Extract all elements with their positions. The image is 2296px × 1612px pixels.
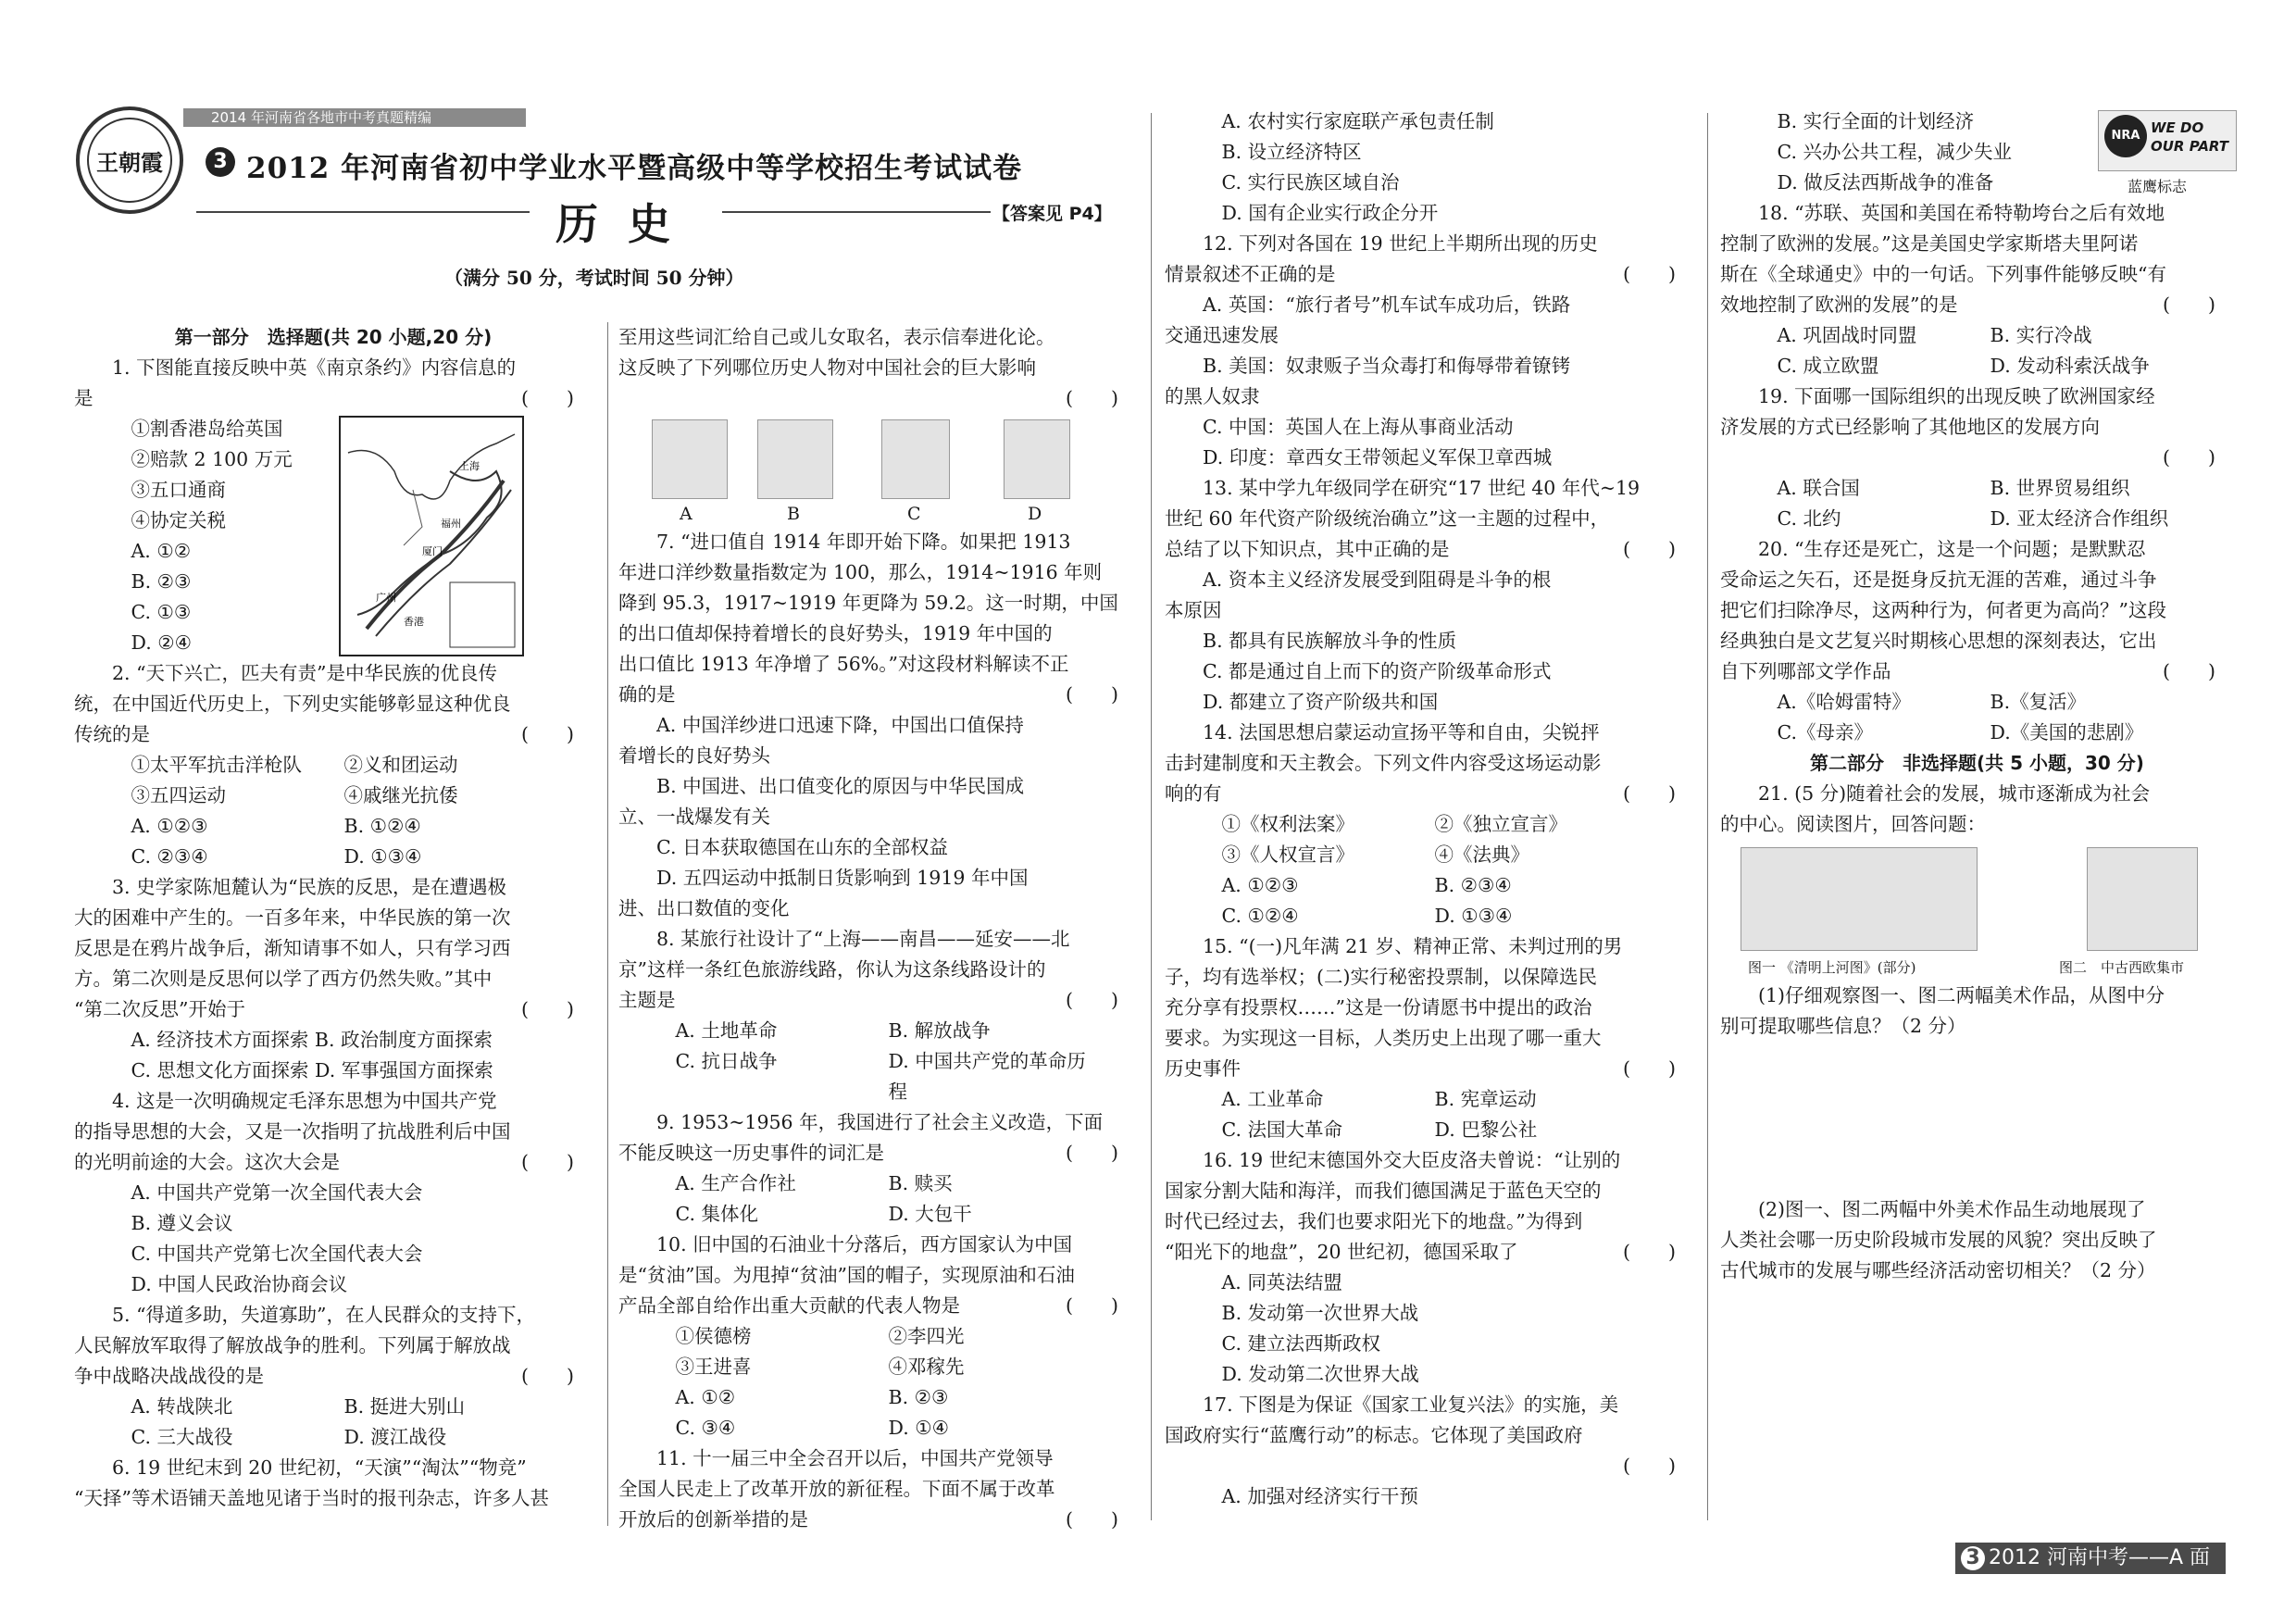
title-rule-right [722, 211, 991, 213]
q13-option-a[interactable]: A. 资本主义经济发展受到阻碍是斗争的根 [1203, 569, 1552, 591]
medieval-market-image [2087, 847, 2198, 951]
portrait-b-image [757, 419, 833, 499]
series-band: 2014 年河南省各地市中考真题精编 [183, 108, 526, 127]
q11-option-d[interactable]: D. 国有企业实行政企分开 [1221, 202, 1439, 224]
q1-block: ①割香港岛给英国 ②赔款 2 100 万元 ③五口通商 ④协定关税 A. ①② B. ②③ C. ①③ D. ②④ 上海 广州 福州 香港 厦门 [74, 414, 593, 658]
q17-option-d[interactable]: D. 做反法西斯战争的准备 [1777, 171, 1994, 194]
q16-option-d[interactable]: D. 发动第二次世界大战 [1221, 1363, 1419, 1385]
question-1: 1. 下图能直接反映中英《南京条约》内容信息的 [112, 356, 517, 379]
q3-options-cd[interactable]: C. 思想文化方面探索 D. 军事强国方面探索 [131, 1059, 493, 1081]
portrait-a-label[interactable]: A [680, 504, 693, 524]
q12-option-d[interactable]: D. 印度：章西女王带领起义军保卫章西城 [1203, 446, 1553, 469]
q19-options-ab[interactable]: A. 联合国 B. 世界贸易组织 [1777, 477, 2130, 499]
q16-option-b[interactable]: B. 发动第一次世界大战 [1221, 1302, 1419, 1324]
q9-options-ab[interactable]: A. 生产合作社 B. 赎买 [675, 1172, 953, 1194]
question-17: 17. 下图是为保证《国家工业复兴法》的实施，美 [1203, 1393, 1619, 1416]
blue-eagle-emblem: NRA WE DO OUR PART [2098, 110, 2237, 171]
figure-1-caption: 图一 《清明上河图》(部分) [1748, 959, 1916, 976]
publisher-logo [76, 106, 183, 214]
paper-title: 2012 年河南省初中学业水平暨高级中等学校招生考试试卷 [246, 152, 1023, 185]
column-3: A. 农村实行家庭联产承包责任制 B. 设立经济特区 C. 实行民族区域自治 D. 国有企业实行政企分开 12. 下列对各国在 19 世纪上半期所出现的历史 情景叙述不正确的是 ( ) A. 英国：“旅行者号”机车试车成功后，铁路 交通迅速发展 B. 美国：奴隶贩子当众毒打和侮辱带着镣铐 的黑人奴隶 C. 中国：英国人在上海从事商业活动 D. 印度：章西女王带领起义军保卫章西城 13. 某中学九年级同学在研究“17 世纪 40 年代~19 世纪 60 年代资产阶级统治确立”这一主题的过程中， 总结了以下知识点，其中正确的是 ( ) A. 资本主义经济发展受到阻碍是斗争的根 本原因 B. 都具有民族解放斗争的性质 C. 都是通过自上而下的资产阶级革命形式 D. 都建立了资产阶级共和国 14. 法国思想启蒙运动宣扬平等和自由，尖锐抨 击封建制度和天主教会。下列文件内容受这场运动影 响的有 ( ) ①《权利法案》 ②《独立宣言》 ③《人权宣言》 ④《法典》 A. ①②③ B. ②③④ C. ①②④ D. ①③④ 15. “(一)凡年满 21 岁、精神正常、未判过刑的男 子，均有选举权；(二)实行秘密投票制，以保障选民 充分享有投票权……”这是一份请愿书中提出的政治 要求。为实现这一目标，人类历史上出现了哪一重大 历史事件 ( ) A. 工业革命 B. 宪章运动 C. 法国大革命 D. 巴黎公社 16. 19 世纪末德国外交大臣皮洛夫曾说：“让别的 国家分割大陆和海洋，而我们德国满足于蓝色天空的 时代已经过去，我们也要求阳光下的地盘。”为得到 “阳光下的地盘”，20 世纪初，德国采取了 ( ) A. 同英法结盟 B. 发动第一次世界大战 C. 建立法西斯政权 D. 发动第二次世界大战 17. 下图是为保证《国家工业复兴法》的实施，美 国政府实行“蓝鹰行动”的标志。它体现了美国政府 ( ) A. 加强对经济实行干预 [1165, 106, 1694, 1512]
q4-option-c[interactable]: C. 中国共产党第七次全国代表大会 [131, 1243, 423, 1265]
q7-option-d[interactable]: D. 五四运动中抵制日货影响到 1919 年中国 [656, 867, 1029, 889]
portrait-c-label[interactable]: C [907, 504, 921, 524]
column-divider-2 [1151, 113, 1152, 1520]
q10-options-ab[interactable]: A. ①② B. ②③ [675, 1386, 949, 1408]
q8-options-cd[interactable]: C. 抗日战争 D. 中国共产党的革命历程 [675, 1050, 1086, 1103]
q4-option-a[interactable]: A. 中国共产党第一次全国代表大会 [131, 1181, 423, 1204]
q17-option-b[interactable]: B. 实行全面的计划经济 [1777, 110, 1975, 132]
q7-option-b[interactable]: B. 中国进、出口值变化的原因与中华民国成 [656, 775, 1025, 797]
title-rule [196, 211, 530, 213]
question-16: 16. 19 世纪末德国外交大臣皮洛夫曾说：“让别的 [1203, 1149, 1621, 1171]
q19-options-cd[interactable]: C. 北约 D. 亚太经济合作组织 [1777, 507, 2169, 530]
option-d[interactable]: D. ②④ [131, 631, 192, 654]
answer-reference: 【答案见 P4】 [992, 204, 1112, 224]
portrait-d-label[interactable]: D [1028, 504, 1042, 524]
map-label-shanghai: 上海 [459, 460, 480, 472]
option-a[interactable]: A. ①② [131, 540, 192, 562]
column-4: B. 实行全面的计划经济 C. 兴办公共工程，减少失业 D. 做反法西斯战争的准备 NRA WE DO OUR PART 蓝鹰标志 18. “苏联、英国和美国在希特勒垮台之后有效地 控制了欧洲的发展。”这是美国史学家斯塔夫里阿诺 斯在《全球通史》中的一句话。下列事件能够反映“有 效地控制了欧洲的发展”的是 ( ) A. 巩固战时同盟 B. 实行冷战 C. 成立欧盟 D. 发动科索沃战争 19. 下面哪一国际组织的出现反映了欧洲国家经 济发展的方式已经影响了其他地区的发展方向 ( ) A. 联合国 B. 世界贸易组织 C. 北约 D. 亚太经济合作组织 20. “生存还是死亡，这是一个问题；是默默忍 受命运之矢石，还是挺身反抗无涯的苦难，通过斗争 把它们扫除净尽，这两种行为，何者更为高尚？”这段 经典独白是文艺复兴时期核心思想的深刻表达，它出 自下列哪部文学作品 ( ) A.《哈姆雷特》 B.《复活》 C.《母亲》 D.《美国的悲剧》 第二部分 非选择题(共 5 小题，30 分) 21. (5 分)随着社会的发展，城市逐渐成为社会 的中心。阅读图片，回答问题： 图一 《清明上河图》(部分) 图二 中古西欧集市 (1)仔细观察图一、图二两幅美术作品，从图中分 别可提取哪些信息？（2 分） (2)图一、图二两幅中外美术作品生动地展现了 人类社会哪一历史阶段城市发展的风貌？突出反映了 古代城市的发展与哪些经济活动密切相关？（2 分） [1720, 106, 2234, 1286]
column-divider-3 [1707, 113, 1708, 1520]
q12-option-c[interactable]: C. 中国：英国人在上海从事商业活动 [1203, 416, 1514, 438]
question-14: 14. 法国思想启蒙运动宣扬平等和自由，尖锐抨 [1203, 721, 1600, 744]
q18-options-ab[interactable]: A. 巩固战时同盟 B. 实行冷战 [1777, 324, 2092, 346]
q18-options-cd[interactable]: C. 成立欧盟 D. 发动科索沃战争 [1777, 355, 2150, 377]
subject-title: 历 史 [555, 199, 671, 249]
q20-options-cd[interactable]: C.《母亲》 D.《美国的悲剧》 [1777, 721, 2144, 744]
qingming-scroll-image [1741, 847, 1978, 951]
portrait-c-image [881, 419, 950, 499]
q11-option-a[interactable]: A. 农村实行家庭联产承包责任制 [1221, 110, 1494, 132]
q13-option-d[interactable]: D. 都建立了资产阶级共和国 [1203, 691, 1439, 713]
option-c[interactable]: C. ①③ [131, 601, 192, 623]
q2-options-cd[interactable]: C. ②③④ D. ①③④ [131, 845, 422, 868]
portrait-a-image [652, 419, 728, 499]
column-2: 至用这些词汇给自己或儿女取名，表示信奉进化论。 这反映了下列哪位历史人物对中国社会的巨大影响 ( ) A B C D 7. “进口值自 1914 年即开始下降。如果把 1913 年进口洋纱数量指数定为 100，那么，1914~1916 年则 降到 95.3，1917~1919 年更降为 59.2。这一时期，中国 的出口值却保持着增长的良好势头，1919 年中国的 出口值比 1913 年净增了 56%。”对这段材料解读不正 确的是 ( ) A. 中国洋纱进口迅速下降，中国出口值保持 着增长的良好势头 B. 中国进、出口值变化的原因与中华民国成 立、一战爆发有关 C. 日本获取德国在山东的全部权益 D. 五四运动中抵制日货影响到 1919 年中国 进、出口数值的变化 8. 某旅行社设计了“上海——南昌——延安——北 京”这样一条红色旅游线路，你认为这条线路设计的 主题是 ( ) A. 土地革命 B. 解放战争 C. 抗日战争 D. 中国共产党的革命历程 9. 1953~1956 年，我国进行了社会主义改造，下面 不能反映这一历史事件的词汇是 ( ) A. 生产合作社 B. 赎买 C. 集体化 D. 大包干 10. 旧中国的石油业十分落后，西方国家认为中国 是“贫油”国。为甩掉“贫油”国的帽子，实现原油和石油 产品全部自给作出重大贡献的代表人物是 ( ) ①侯德榜 ②李四光 ③王进喜 ④邓稼先 A. ①② B. ②③ C. ③④ D. ①④ 11. 十一届三中全会召开以后，中国共产党领导 全国人民走上了改革开放的新征程。下面不属于改革 开放后的创新举措的是 ( ) [618, 322, 1137, 1535]
q4-option-b[interactable]: B. 遵义会议 [131, 1212, 233, 1234]
column-divider-1 [607, 322, 608, 1526]
q11-option-c[interactable]: C. 实行民族区域自治 [1221, 171, 1400, 194]
q12-option-a[interactable]: A. 英国：“旅行者号”机车试车成功后，铁路 [1203, 294, 1571, 316]
q15-options-cd[interactable]: C. 法国大革命 D. 巴黎公社 [1221, 1118, 1538, 1141]
map-label-xiamen: 厦门 [422, 545, 443, 557]
q5-options-ab[interactable]: A. 转战陕北 B. 挺进大别山 [131, 1395, 466, 1418]
question-6: 6. 19 世纪末到 20 世纪初，“天演”“淘汰”“物竞” [112, 1456, 527, 1479]
question-4: 4. 这是一次明确规定毛泽东思想为中国共产党 [112, 1090, 497, 1112]
question-10: 10. 旧中国的石油业十分落后，西方国家认为中国 [656, 1233, 1073, 1256]
q2-options-ab[interactable]: A. ①②③ B. ①②④ [131, 815, 421, 837]
question-5: 5. “得道多助，失道寡助”，在人民群众的支持下， [112, 1304, 536, 1326]
question-8: 8. 某旅行社设计了“上海——南昌——延安——北 [656, 928, 1070, 950]
q5-options-cd[interactable]: C. 三大战役 D. 渡江战役 [131, 1426, 447, 1448]
q13-option-b[interactable]: B. 都具有民族解放斗争的性质 [1203, 630, 1457, 652]
q14-options-ab[interactable]: A. ①②③ B. ②③④ [1221, 874, 1512, 896]
q16-option-a[interactable]: A. 同英法结盟 [1221, 1271, 1342, 1293]
question-21: 21. (5 分)随着社会的发展，城市逐渐成为社会 [1758, 782, 2151, 805]
q10-options-cd[interactable]: C. ③④ D. ①④ [675, 1417, 949, 1439]
question-3: 3. 史学家陈旭麓认为“民族的反思，是在遭遇极 [112, 876, 507, 898]
eagle-badge-icon: NRA [2104, 115, 2147, 157]
option-b[interactable]: B. ②③ [131, 570, 192, 593]
answer-paren: ( ) [521, 387, 574, 409]
question-11: 11. 十一届三中全会召开以后，中国共产党领导 [656, 1447, 1054, 1469]
portrait-row [618, 414, 1137, 527]
q20-options-ab[interactable]: A.《哈姆雷特》 B.《复活》 [1777, 691, 2087, 713]
logo-text: 王朝霞 [96, 148, 163, 176]
q13-option-c[interactable]: C. 都是通过自上而下的资产阶级革命形式 [1203, 660, 1552, 682]
question-13: 13. 某中学九年级同学在研究“17 世纪 40 年代~19 [1203, 477, 1641, 499]
treaty-ports-map [339, 416, 524, 656]
question-9: 9. 1953~1956 年，我国进行了社会主义改造，下面 [656, 1111, 1104, 1133]
column-1: 第一部分 选择题(共 20 小题,20 分) 1. 下图能直接反映中英《南京条约》内容信息的 是 ( ) ①割香港岛给英国 ②赔款 2 100 万元 ③五口通商 ④协定关税 A. ①② B. ②③ C. ①③ D. ②④ 上海 广州 福州 香港 厦门 2. “天下兴亡，匹夫有责”是中华民族的优良传 统，在中国近代历史上，下列史实能够彰显这种优良 传统的是 ( ) ①太平军抗击洋枪队 ②义和团运动 ③五四运动 ④戚继光抗倭 A. ①②③ B. ①②④ C. ②③④ D. ①③④ 3. 史学家陈旭麓认为“民族的反思，是在遭遇极 大的困难中产生的。一百多年来，中华民族的第一次 反思是在鸦片战争后，渐知请事不如人，只有学习西 方。第二次则是反思何以学了西方仍然失败。”其中 “第二次反思”开始于 ( ) A. 经济技术方面探索 B. 政治制度方面探索 C. 思想文化方面探索 D. 军事强国方面探索 4. 这是一次明确规定毛泽东思想为中国共产党 的指导思想的大会，又是一次指明了抗战胜利后中国 的光明前途的大会。这次大会是 ( ) A. 中国共产党第一次全国代表大会 B. 遵义会议 C. 中国共产党第七次全国代表大会 D. 中国人民政治协商会议 5. “得道多助，失道寡助”，在人民群众的支持下， 人民解放军取得了解放战争的胜利。下列属于解放战 争中战略决战战役的是 ( ) A. 转战陕北 B. 挺进大别山 C. 三大战役 D. 渡江战役 6. 19 世纪末到 20 世纪初，“天演”“淘汰”“物竞” “天择”等术语铺天盖地见诸于当时的报刊杂志，许多人甚 [74, 322, 593, 1514]
q12-option-b[interactable]: B. 美国：奴隶贩子当众毒打和侮辱带着镣铐 [1203, 355, 1571, 377]
q11-option-b[interactable]: B. 设立经济特区 [1221, 141, 1362, 163]
question-21-part-1: (1)仔细观察图一、图二两幅美术作品，从图中分 [1758, 984, 2165, 1006]
map-label-hongkong: 香港 [404, 616, 424, 628]
paper-number-badge: 3 [206, 147, 235, 177]
portrait-b-label[interactable]: B [787, 504, 800, 524]
q3-options-ab[interactable]: A. 经济技术方面探索 B. 政治制度方面探索 [131, 1029, 493, 1051]
question-12: 12. 下列对各国在 19 世纪上半期所出现的历史 [1203, 232, 1598, 255]
map-label-guangzhou: 广州 [376, 592, 396, 604]
q21-figures [1720, 840, 2234, 981]
question-2: 2. “天下兴亡，匹夫有责”是中华民族的优良传 [112, 662, 498, 684]
section-heading-2: 第二部分 非选择题(共 5 小题，30 分) [1810, 752, 2144, 774]
page-footer-label: 3 2012 河南中考——A 面 [1955, 1543, 2226, 1574]
q7-option-a[interactable]: A. 中国洋纱进口迅速下降，中国出口值保持 [656, 714, 1024, 736]
question-20: 20. “生存还是死亡，这是一个问题；是默默忍 [1758, 538, 2146, 560]
question-21-part-2: (2)图一、图二两幅中外美术作品生动地展现了 [1758, 1198, 2146, 1220]
q17-option-a[interactable]: A. 加强对经济实行干预 [1221, 1485, 1418, 1507]
eagle-caption: 蓝鹰标志 [2128, 178, 2188, 195]
q9-options-cd[interactable]: C. 集体化 D. 大包干 [675, 1203, 972, 1225]
question-7: 7. “进口值自 1914 年即开始下降。如果把 1913 [656, 531, 1071, 553]
q7-option-c[interactable]: C. 日本获取德国在山东的全部权益 [656, 836, 948, 858]
q14-options-cd[interactable]: C. ①②④ D. ①③④ [1221, 905, 1513, 927]
footer-number-badge: 3 [1961, 1546, 1985, 1570]
exam-info: （满分 50 分，考试时间 50 分钟） [444, 267, 744, 289]
q17-option-c[interactable]: C. 兴办公共工程，减少失业 [1777, 141, 2012, 163]
q16-option-c[interactable]: C. 建立法西斯政权 [1221, 1332, 1380, 1355]
portrait-d-image [1004, 419, 1070, 499]
question-19: 19. 下面哪一国际组织的出现反映了欧洲国家经 [1758, 385, 2155, 407]
q8-options-ab[interactable]: A. 土地革命 B. 解放战争 [675, 1019, 991, 1042]
question-15: 15. “(一)凡年满 21 岁、精神正常、未判过刑的男 [1203, 935, 1623, 957]
map-label-fuzhou: 福州 [441, 518, 461, 530]
figure-2-caption: 图二 中古西欧集市 [2059, 959, 2185, 976]
question-18: 18. “苏联、英国和美国在希特勒垮台之后有效地 [1758, 202, 2165, 224]
answer-space-1[interactable] [1720, 1042, 2234, 1194]
q4-option-d[interactable]: D. 中国人民政治协商会议 [131, 1273, 348, 1295]
q15-options-ab[interactable]: A. 工业革命 B. 宪章运动 [1221, 1088, 1537, 1110]
section-heading-1: 第一部分 选择题(共 20 小题,20 分) [174, 326, 493, 348]
